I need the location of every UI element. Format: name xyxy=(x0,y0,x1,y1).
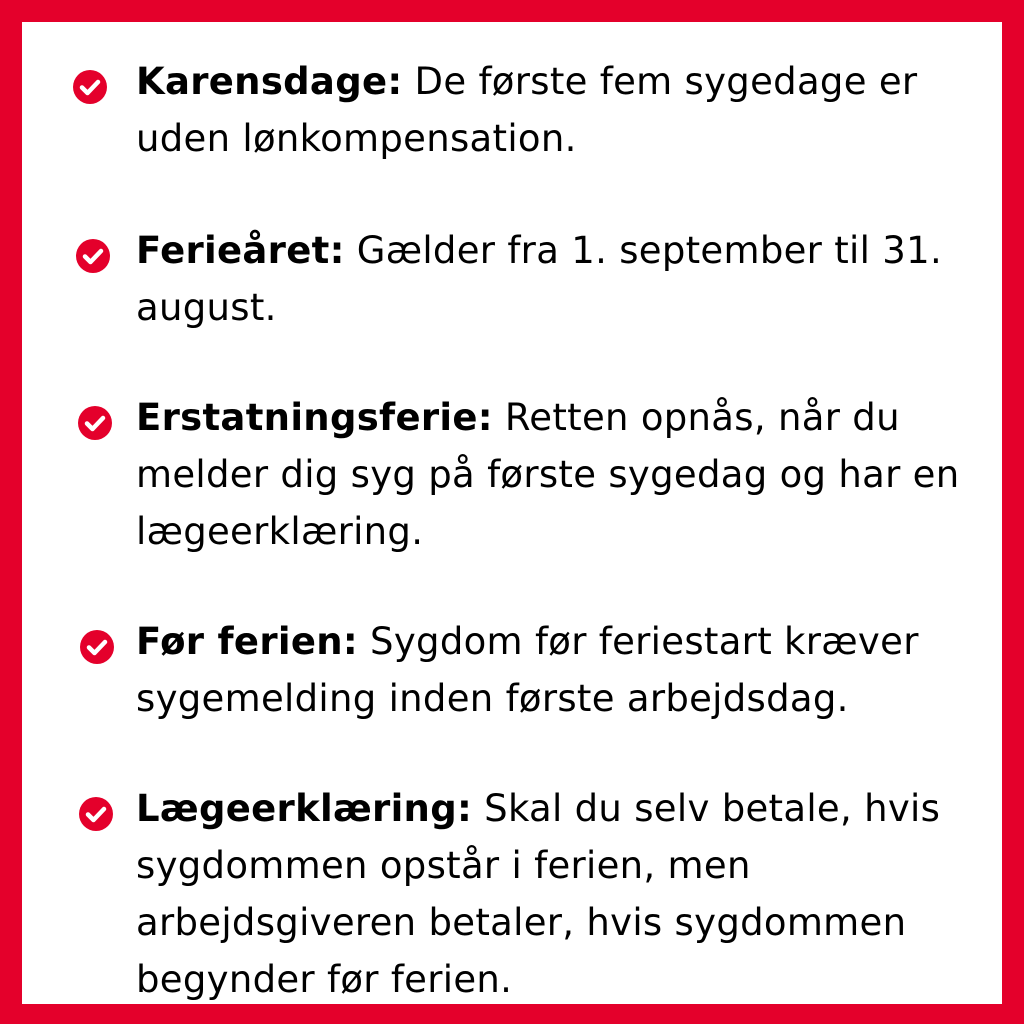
list-item-description: De første fem sygedage er uden lønkompensation. xyxy=(136,60,918,160)
list-item-term: Karensdage: xyxy=(136,60,403,103)
list-item-karensdage xyxy=(136,53,986,167)
list-item-term: Før ferien: xyxy=(136,620,358,663)
list-item-text xyxy=(136,780,976,1008)
check-circle-icon xyxy=(76,239,110,273)
list-item-description: Sygdom før feriestart kræver sygemelding inden første arbejdsdag. xyxy=(136,620,919,720)
list-item-laegeerklaering xyxy=(136,780,976,1008)
list-item-text xyxy=(136,53,986,167)
check-circle-icon xyxy=(80,630,114,664)
list-item-description: Skal du selv betale, hvis sygdommen opstår i ferien, men arbejdsgiveren betaler, hvis sygdommen begynder før ferien. xyxy=(136,787,941,1001)
list-item-term: Lægeerklæring: xyxy=(136,787,473,830)
check-circle-icon xyxy=(73,70,107,104)
list-item-term: Erstatningsferie: xyxy=(136,396,493,439)
list-item-term: Ferieåret: xyxy=(136,229,345,272)
list-item-foer-ferien xyxy=(136,613,991,727)
list-item-ferieaaret xyxy=(136,222,966,336)
list-item-description: Gælder fra 1. september til 31. august. xyxy=(136,229,943,329)
list-item-text xyxy=(136,222,966,336)
check-circle-icon xyxy=(79,797,113,831)
list-item-text xyxy=(136,613,991,727)
list-item-description: Retten opnås, når du melder dig syg på første sygedag og har en lægeerklæring. xyxy=(136,396,960,553)
list-item-text xyxy=(136,389,986,560)
check-circle-icon xyxy=(78,406,112,440)
list-item-erstatningsferie xyxy=(136,389,986,560)
